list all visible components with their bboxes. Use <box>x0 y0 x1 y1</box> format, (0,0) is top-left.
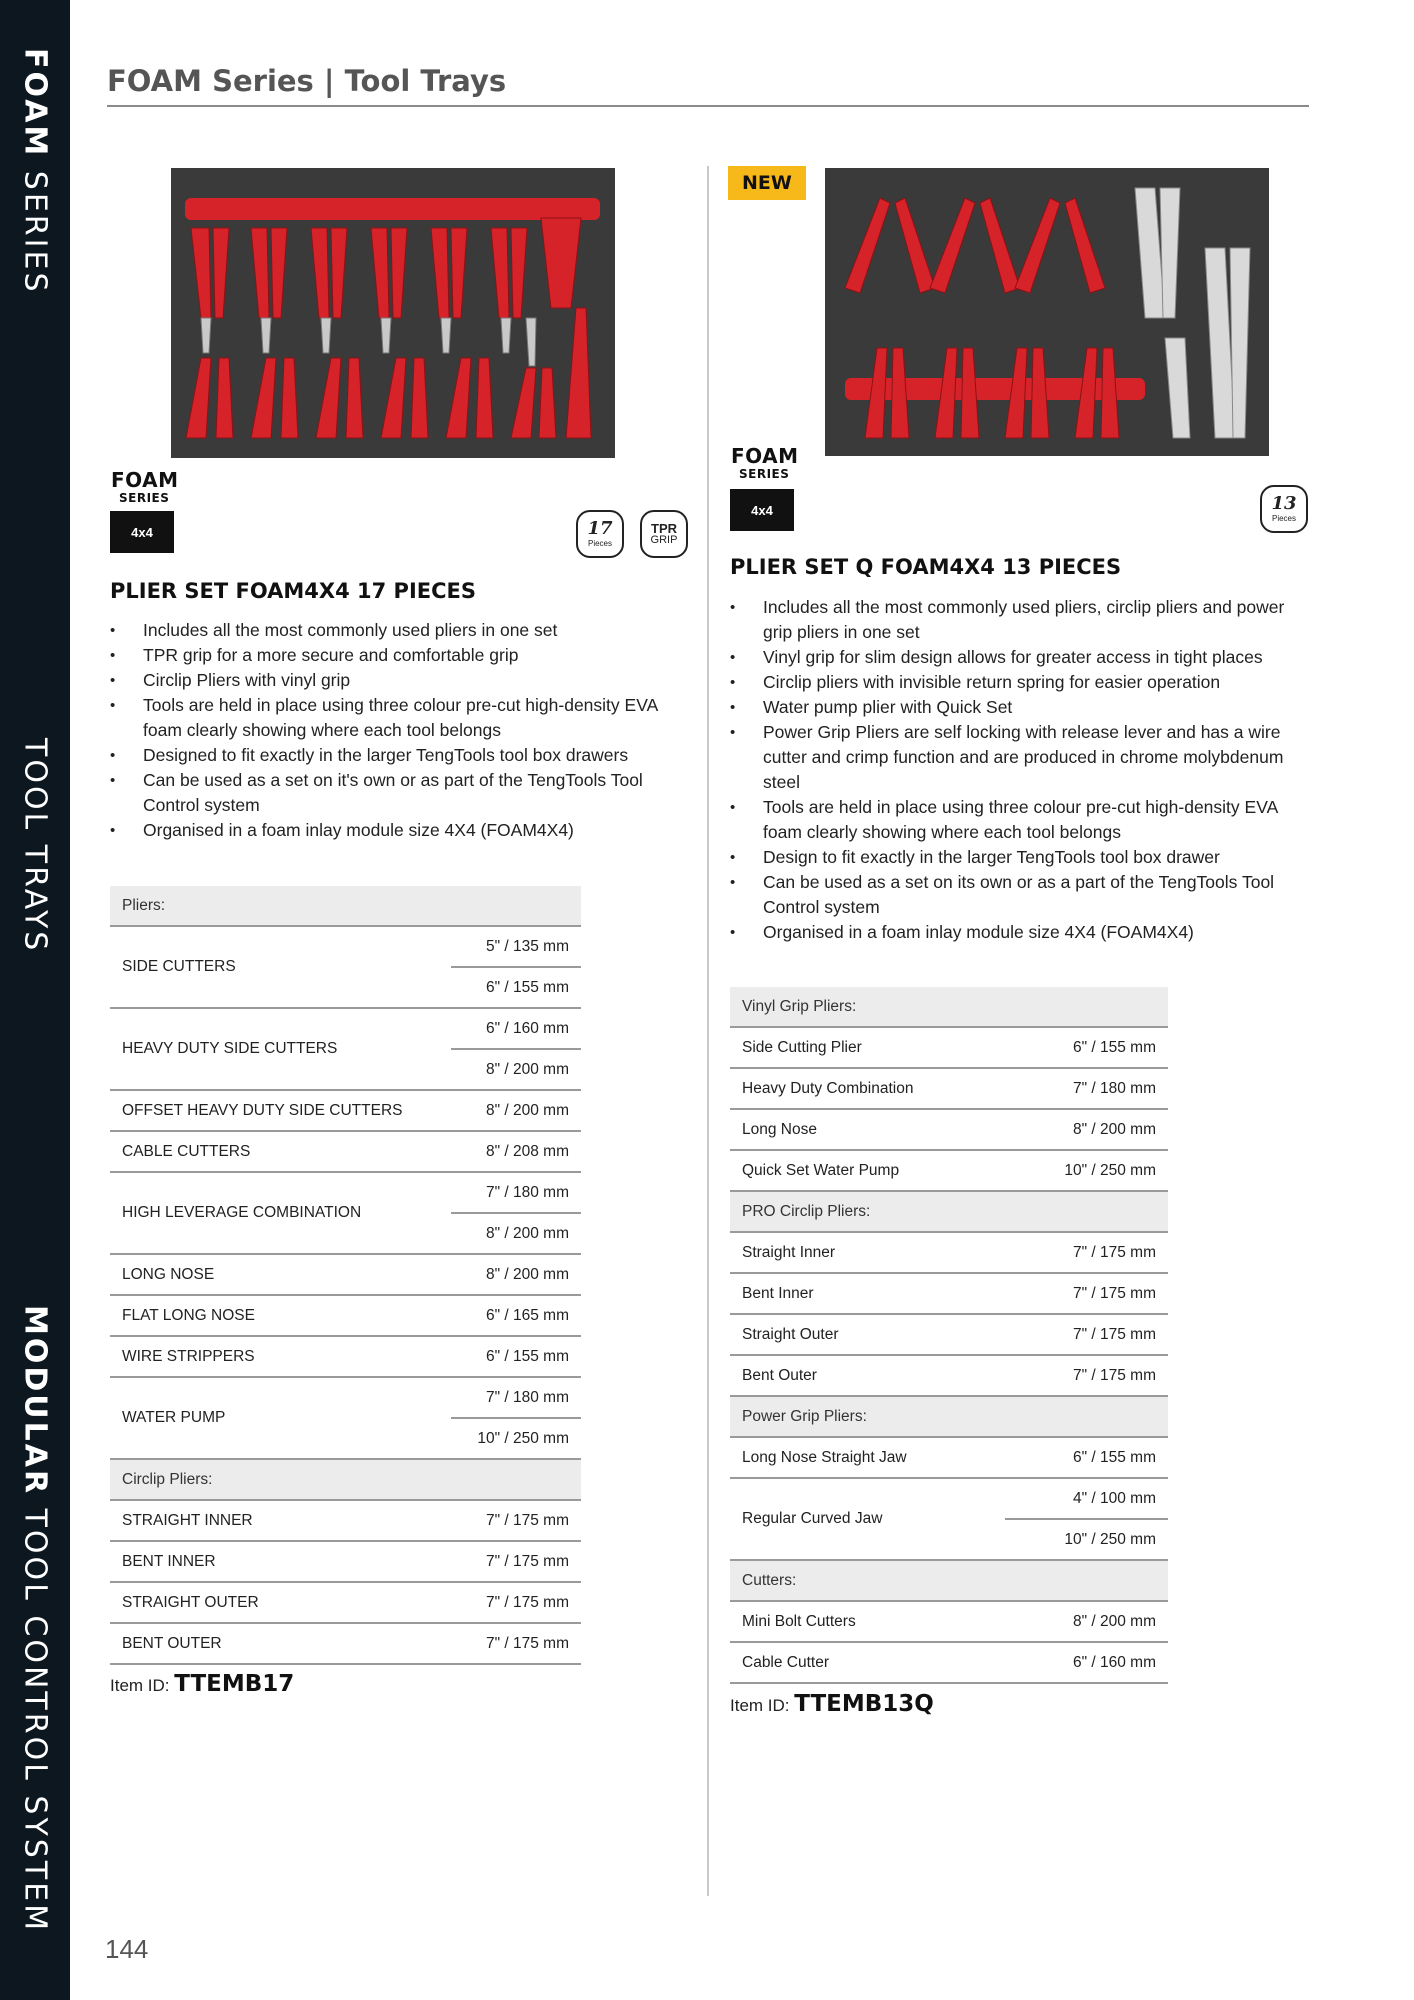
table-cell-name: WIRE STRIPPERS <box>110 1336 451 1377</box>
table-cell-name: LONG NOSE <box>110 1254 451 1295</box>
new-badge: NEW <box>728 166 806 200</box>
table-cell-size: 7" / 175 mm <box>1005 1273 1168 1314</box>
spec-table-13pc <box>730 987 1168 1684</box>
table-cell-size: 8" / 200 mm <box>451 1049 581 1090</box>
page-title: FOAM Series | Tool Trays <box>107 64 507 98</box>
table-cell-name: Long Nose Straight Jaw <box>730 1437 1005 1478</box>
table-cell-size: 7" / 180 mm <box>451 1377 581 1418</box>
table-cell-size: 10" / 250 mm <box>1005 1150 1168 1191</box>
pliers-illustration <box>171 168 615 458</box>
pliers-illustration <box>825 168 1269 456</box>
feature-item: • Organised in a foam inlay module size 4X4 (FOAM4X4) <box>110 818 690 843</box>
table-cell-size: 6" / 155 mm <box>451 967 581 1008</box>
module-size-badge: 4x4 <box>110 511 174 553</box>
table-cell-name: Straight Inner <box>730 1232 1005 1273</box>
table-cell-size: 7" / 180 mm <box>451 1172 581 1213</box>
product-photo-13pc <box>825 168 1269 456</box>
table-cell-size: 7" / 175 mm <box>1005 1232 1168 1273</box>
feature-item: • Circlip pliers with invisible return spring for easier operation <box>730 670 1310 695</box>
spec-table-17pc <box>110 886 581 1665</box>
table-cell-size: 6" / 160 mm <box>1005 1642 1168 1683</box>
table-cell-name: HEAVY DUTY SIDE CUTTERS <box>110 1008 451 1090</box>
foam-series-logo: FOAM SERIES <box>731 444 799 481</box>
table-cell-size: 7" / 175 mm <box>1005 1355 1168 1396</box>
table-cell-name: CABLE CUTTERS <box>110 1131 451 1172</box>
table-cell-name: Mini Bolt Cutters <box>730 1601 1005 1642</box>
feature-list-17pc <box>110 618 690 843</box>
table-cell-name: STRAIGHT OUTER <box>110 1582 451 1623</box>
table-cell-size: 8" / 200 mm <box>1005 1109 1168 1150</box>
table-category-header: Cutters: <box>730 1560 1168 1601</box>
tpr-grip-badge: TPR GRIP <box>640 510 688 558</box>
table-cell-size: 8" / 200 mm <box>451 1254 581 1295</box>
table-category-header: Vinyl Grip Pliers: <box>730 987 1168 1027</box>
table-cell-name: OFFSET HEAVY DUTY SIDE CUTTERS <box>110 1090 451 1131</box>
feature-item: • TPR grip for a more secure and comfortable grip <box>110 643 690 668</box>
feature-item: • Design to fit exactly in the larger TengTools tool box drawer <box>730 845 1310 870</box>
feature-item: • Circlip Pliers with vinyl grip <box>110 668 690 693</box>
table-category-header: PRO Circlip Pliers: <box>730 1191 1168 1232</box>
vertical-sidebar <box>0 0 70 2000</box>
item-id-13pc: Item ID: TTEMB13Q <box>730 1691 934 1717</box>
table-cell-name: Bent Inner <box>730 1273 1005 1314</box>
table-cell-size: 10" / 250 mm <box>451 1418 581 1459</box>
table-cell-size: 6" / 155 mm <box>451 1336 581 1377</box>
table-cell-size: 10" / 250 mm <box>1005 1519 1168 1560</box>
feature-item: • Includes all the most commonly used pliers in one set <box>110 618 690 643</box>
table-cell-size: 4" / 100 mm <box>1005 1478 1168 1519</box>
column-divider <box>707 166 709 1896</box>
feature-item: • Water pump plier with Quick Set <box>730 695 1310 720</box>
product-title-17pc: PLIER SET FOAM4X4 17 PIECES <box>110 579 476 603</box>
feature-item: • Designed to fit exactly in the larger TengTools tool box drawers <box>110 743 690 768</box>
pieces-count-badge: 17 Pieces <box>576 510 624 558</box>
sidebar-tool-trays: TOOL TRAYS <box>17 738 53 954</box>
feature-item: • Can be used as a set on its own or as a part of the TengTools Tool Control system <box>730 870 1310 920</box>
table-cell-name: Bent Outer <box>730 1355 1005 1396</box>
feature-item: • Includes all the most commonly used pliers, circlip pliers and power grip pliers in one set <box>730 595 1310 645</box>
table-cell-size: 8" / 208 mm <box>451 1131 581 1172</box>
table-cell-name: BENT INNER <box>110 1541 451 1582</box>
product-title-13pc: PLIER SET Q FOAM4X4 13 PIECES <box>730 555 1122 579</box>
table-cell-name: Regular Curved Jaw <box>730 1478 1005 1560</box>
table-cell-size: 6" / 155 mm <box>1005 1027 1168 1068</box>
table-cell-name: Quick Set Water Pump <box>730 1150 1005 1191</box>
table-category-header: Pliers: <box>110 886 581 926</box>
table-cell-name: Side Cutting Plier <box>730 1027 1005 1068</box>
table-cell-size: 6" / 155 mm <box>1005 1437 1168 1478</box>
table-cell-size: 7" / 175 mm <box>451 1541 581 1582</box>
table-cell-size: 8" / 200 mm <box>451 1090 581 1131</box>
table-cell-name: SIDE CUTTERS <box>110 926 451 1008</box>
table-cell-name: WATER PUMP <box>110 1377 451 1459</box>
foam-series-logo: FOAM SERIES <box>111 468 179 505</box>
table-cell-name: FLAT LONG NOSE <box>110 1295 451 1336</box>
sidebar-modular-system: MODULAR TOOL CONTROL SYSTEM <box>17 1305 53 1934</box>
table-cell-name: STRAIGHT INNER <box>110 1500 451 1541</box>
feature-item: • Organised in a foam inlay module size 4X4 (FOAM4X4) <box>730 920 1310 945</box>
table-cell-size: 8" / 200 mm <box>451 1213 581 1254</box>
sidebar-foam-series: FOAM SERIES <box>17 48 53 295</box>
table-cell-name: Heavy Duty Combination <box>730 1068 1005 1109</box>
feature-list-13pc <box>730 595 1310 945</box>
table-category-header: Circlip Pliers: <box>110 1459 581 1500</box>
table-cell-size: 7" / 175 mm <box>1005 1314 1168 1355</box>
table-cell-size: 6" / 160 mm <box>451 1008 581 1049</box>
feature-item: • Tools are held in place using three colour pre-cut high-density EVA foam clearly showing where each tool belongs <box>110 693 690 743</box>
pieces-count-badge: 13 Pieces <box>1260 485 1308 533</box>
table-cell-size: 6" / 165 mm <box>451 1295 581 1336</box>
feature-item: • Tools are held in place using three colour pre-cut high-density EVA foam clearly showing where each tool belongs <box>730 795 1310 845</box>
table-cell-name: HIGH LEVERAGE COMBINATION <box>110 1172 451 1254</box>
page-number: 144 <box>105 1934 149 1964</box>
feature-item: • Power Grip Pliers are self locking with release lever and has a wire cutter and crimp function and are produced in chrome molybdenum steel <box>730 720 1310 795</box>
table-cell-name: Straight Outer <box>730 1314 1005 1355</box>
title-divider <box>107 105 1309 107</box>
table-cell-size: 7" / 175 mm <box>451 1582 581 1623</box>
table-category-header: Power Grip Pliers: <box>730 1396 1168 1437</box>
product-photo-17pc <box>171 168 615 458</box>
table-cell-name: BENT OUTER <box>110 1623 451 1664</box>
table-cell-name: Cable Cutter <box>730 1642 1005 1683</box>
table-cell-size: 7" / 175 mm <box>451 1623 581 1664</box>
module-size-badge: 4x4 <box>730 489 794 531</box>
feature-item: • Vinyl grip for slim design allows for greater access in tight places <box>730 645 1310 670</box>
table-cell-name: Long Nose <box>730 1109 1005 1150</box>
feature-item: • Can be used as a set on it's own or as part of the TengTools Tool Control system <box>110 768 690 818</box>
table-cell-size: 7" / 180 mm <box>1005 1068 1168 1109</box>
table-cell-size: 5" / 135 mm <box>451 926 581 967</box>
item-id-17pc: Item ID: TTEMB17 <box>110 1671 295 1697</box>
table-cell-size: 7" / 175 mm <box>451 1500 581 1541</box>
table-cell-size: 8" / 200 mm <box>1005 1601 1168 1642</box>
